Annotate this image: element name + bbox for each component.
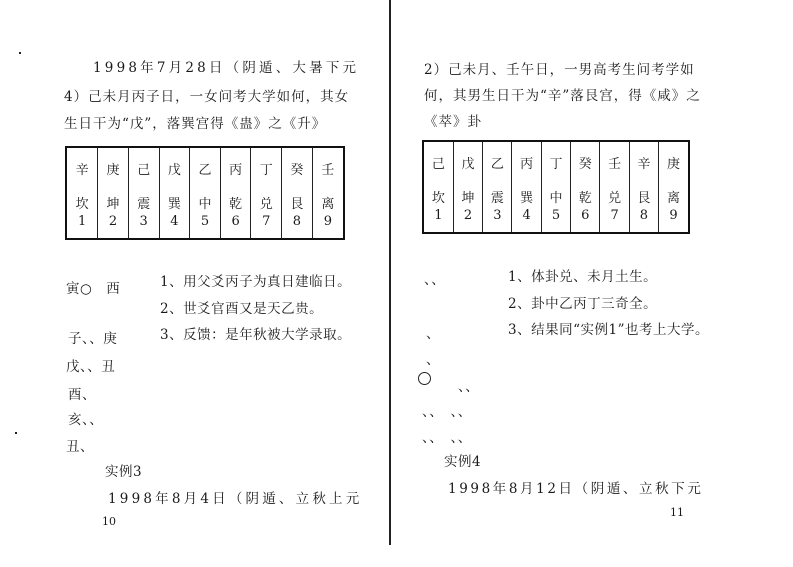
- right-intro-line-3: 《萃》卦: [424, 114, 482, 130]
- scan-speck: [19, 52, 21, 54]
- left-intro-line-1: 1998年7月28日（阴遁、大暑下元: [93, 60, 360, 76]
- heavenly-stem-cell: 癸: [282, 147, 313, 188]
- palace-name: 震: [490, 191, 504, 206]
- right-mark-row: 、、 、、: [422, 404, 472, 420]
- palace-cell: [251, 188, 282, 239]
- right-palace-grid: [422, 140, 690, 234]
- heavenly-stem-cell: 乙: [190, 147, 221, 188]
- palace-number: 4: [170, 214, 179, 229]
- left-intro-line-2: 4）己未月丙子日，一女问考大学如何，其女: [64, 89, 350, 105]
- left-note-2: 2、世爻官酉又是天乙贵。: [160, 301, 324, 317]
- palace-cell: [190, 188, 221, 239]
- palace-cell: [312, 188, 344, 239]
- heavenly-stem-cell: 壬: [600, 141, 629, 182]
- right-intro-line-2: 何，其男生日干为“辛”落艮宫，得《咸》之: [424, 88, 701, 104]
- scan-speck: [15, 432, 17, 434]
- palace-number: 9: [669, 208, 678, 223]
- left-mark-row-6: 丑、: [66, 439, 94, 455]
- palace-name: 巽: [520, 191, 534, 206]
- palace-cell: [571, 182, 600, 233]
- palace-cell: [541, 182, 570, 233]
- left-page-number: 10: [102, 515, 116, 528]
- palace-cell: [98, 188, 129, 239]
- left-example-date: 1998年8月4日（阴遁、立秋上元: [108, 491, 363, 507]
- palace-number: 7: [610, 208, 619, 223]
- palace-number: 5: [200, 214, 210, 229]
- heavenly-stem-cell: 己: [431, 156, 445, 172]
- left-intro-line-3: 生日干为“戊”，落巽宫得《蛊》之《升》: [64, 116, 327, 132]
- palace-name: 坤: [461, 191, 475, 206]
- heavenly-stem-cell: 丁: [541, 141, 570, 182]
- palace-name: 坎: [431, 191, 445, 206]
- palace-number: 7: [262, 214, 271, 229]
- palace-number: 3: [493, 208, 502, 223]
- palace-cell: [659, 182, 689, 233]
- heavenly-stem-cell: 癸: [571, 141, 600, 182]
- left-example-title: 实例3: [105, 464, 143, 480]
- right-mark-row: 、: [426, 326, 440, 342]
- palace-number: 8: [292, 214, 302, 229]
- palace-cell: [159, 188, 190, 239]
- right-example-title: 实例4: [444, 454, 482, 470]
- palace-cell: [629, 182, 658, 233]
- heavenly-stem-cell: 戊: [453, 141, 482, 182]
- palace-name: 离: [667, 191, 681, 206]
- left-mark-row-2: 子、、庚: [68, 331, 118, 347]
- palace-number: 4: [522, 208, 531, 223]
- palace-name: 乾: [578, 191, 592, 206]
- palace-number: 1: [77, 214, 87, 229]
- heavenly-stem-cell: 壬: [312, 147, 344, 188]
- right-mark-row: 、、: [458, 379, 480, 395]
- palace-number: 1: [434, 208, 443, 223]
- palace-name: 艮: [637, 191, 651, 206]
- heavenly-stem-cell: 乙: [483, 141, 512, 182]
- palace-number: 5: [551, 208, 561, 223]
- left-mark-row-4: 酉、: [68, 387, 96, 403]
- heavenly-stem-cell: 辛: [629, 141, 658, 182]
- right-intro-line-1: 2）己未月、壬午日，一男高考生问考学如: [424, 62, 695, 78]
- left-mark-row-1: 寅○ 西: [66, 281, 121, 297]
- palace-cell: [66, 188, 98, 239]
- left-page: [0, 0, 390, 567]
- palace-number: 8: [639, 208, 649, 223]
- right-note-1: 1、体卦兑、未月土生。: [508, 269, 658, 285]
- heavenly-stem-cell: 丁: [251, 147, 282, 188]
- palace-name: 震: [137, 197, 151, 212]
- palace-name: 兑: [608, 191, 622, 206]
- palace-cell: [282, 188, 313, 239]
- heavenly-stem-cell: 辛: [75, 162, 89, 178]
- palace-name: 中: [198, 197, 212, 212]
- right-mark-row: 、: [426, 352, 440, 368]
- palace-number: 3: [139, 214, 148, 229]
- palace-number: 6: [231, 214, 240, 229]
- heavenly-stem-cell: 丙: [512, 141, 541, 182]
- palace-number: 2: [463, 208, 473, 223]
- right-mark-row: 、、 、、: [422, 430, 472, 446]
- palace-cell: [483, 182, 512, 233]
- left-mark-row-5: 亥、、: [68, 412, 104, 428]
- right-note-3: 3、结果同“实例1”也考上大学。: [508, 322, 709, 338]
- palace-name: 巽: [167, 197, 181, 212]
- heavenly-stem-cell: 丙: [220, 147, 251, 188]
- palace-name: 中: [549, 191, 563, 206]
- palace-cell: [453, 182, 482, 233]
- palace-name: 坎: [75, 197, 89, 212]
- right-note-2: 2、卦中乙丙丁三奇全。: [508, 296, 658, 312]
- palace-number: 2: [108, 214, 118, 229]
- yao-circle-mark: [418, 372, 431, 385]
- palace-name: 艮: [290, 197, 304, 212]
- palace-name: 离: [321, 197, 335, 212]
- heavenly-stem-cell: 戊: [159, 147, 190, 188]
- palace-name: 兑: [259, 197, 273, 212]
- palace-cell: [512, 182, 541, 233]
- palace-name: 乾: [229, 197, 243, 212]
- right-mark-row: 、、: [424, 272, 446, 288]
- heavenly-stem-cell: 己: [128, 147, 159, 188]
- palace-cell: [423, 182, 453, 233]
- palace-number: 9: [323, 214, 332, 229]
- heavenly-stem-cell: 庚: [98, 147, 129, 188]
- left-note-3: 3、反馈：是年秋被大学录取。: [160, 327, 352, 343]
- right-page: [396, 0, 793, 567]
- right-page-number: 11: [670, 506, 684, 519]
- palace-name: 坤: [106, 197, 120, 212]
- left-mark-row-3: 戊、、丑: [66, 359, 116, 375]
- left-palace-grid: [65, 146, 345, 240]
- heavenly-stem-cell: 庚: [659, 141, 689, 182]
- left-note-1: 1、用父爻丙子为真日建临日。: [160, 274, 352, 290]
- right-example-date: 1998年8月12日（阴遁、立秋下元: [448, 481, 704, 497]
- palace-cell: [128, 188, 159, 239]
- palace-cell: [220, 188, 251, 239]
- palace-number: 6: [581, 208, 590, 223]
- palace-cell: [600, 182, 629, 233]
